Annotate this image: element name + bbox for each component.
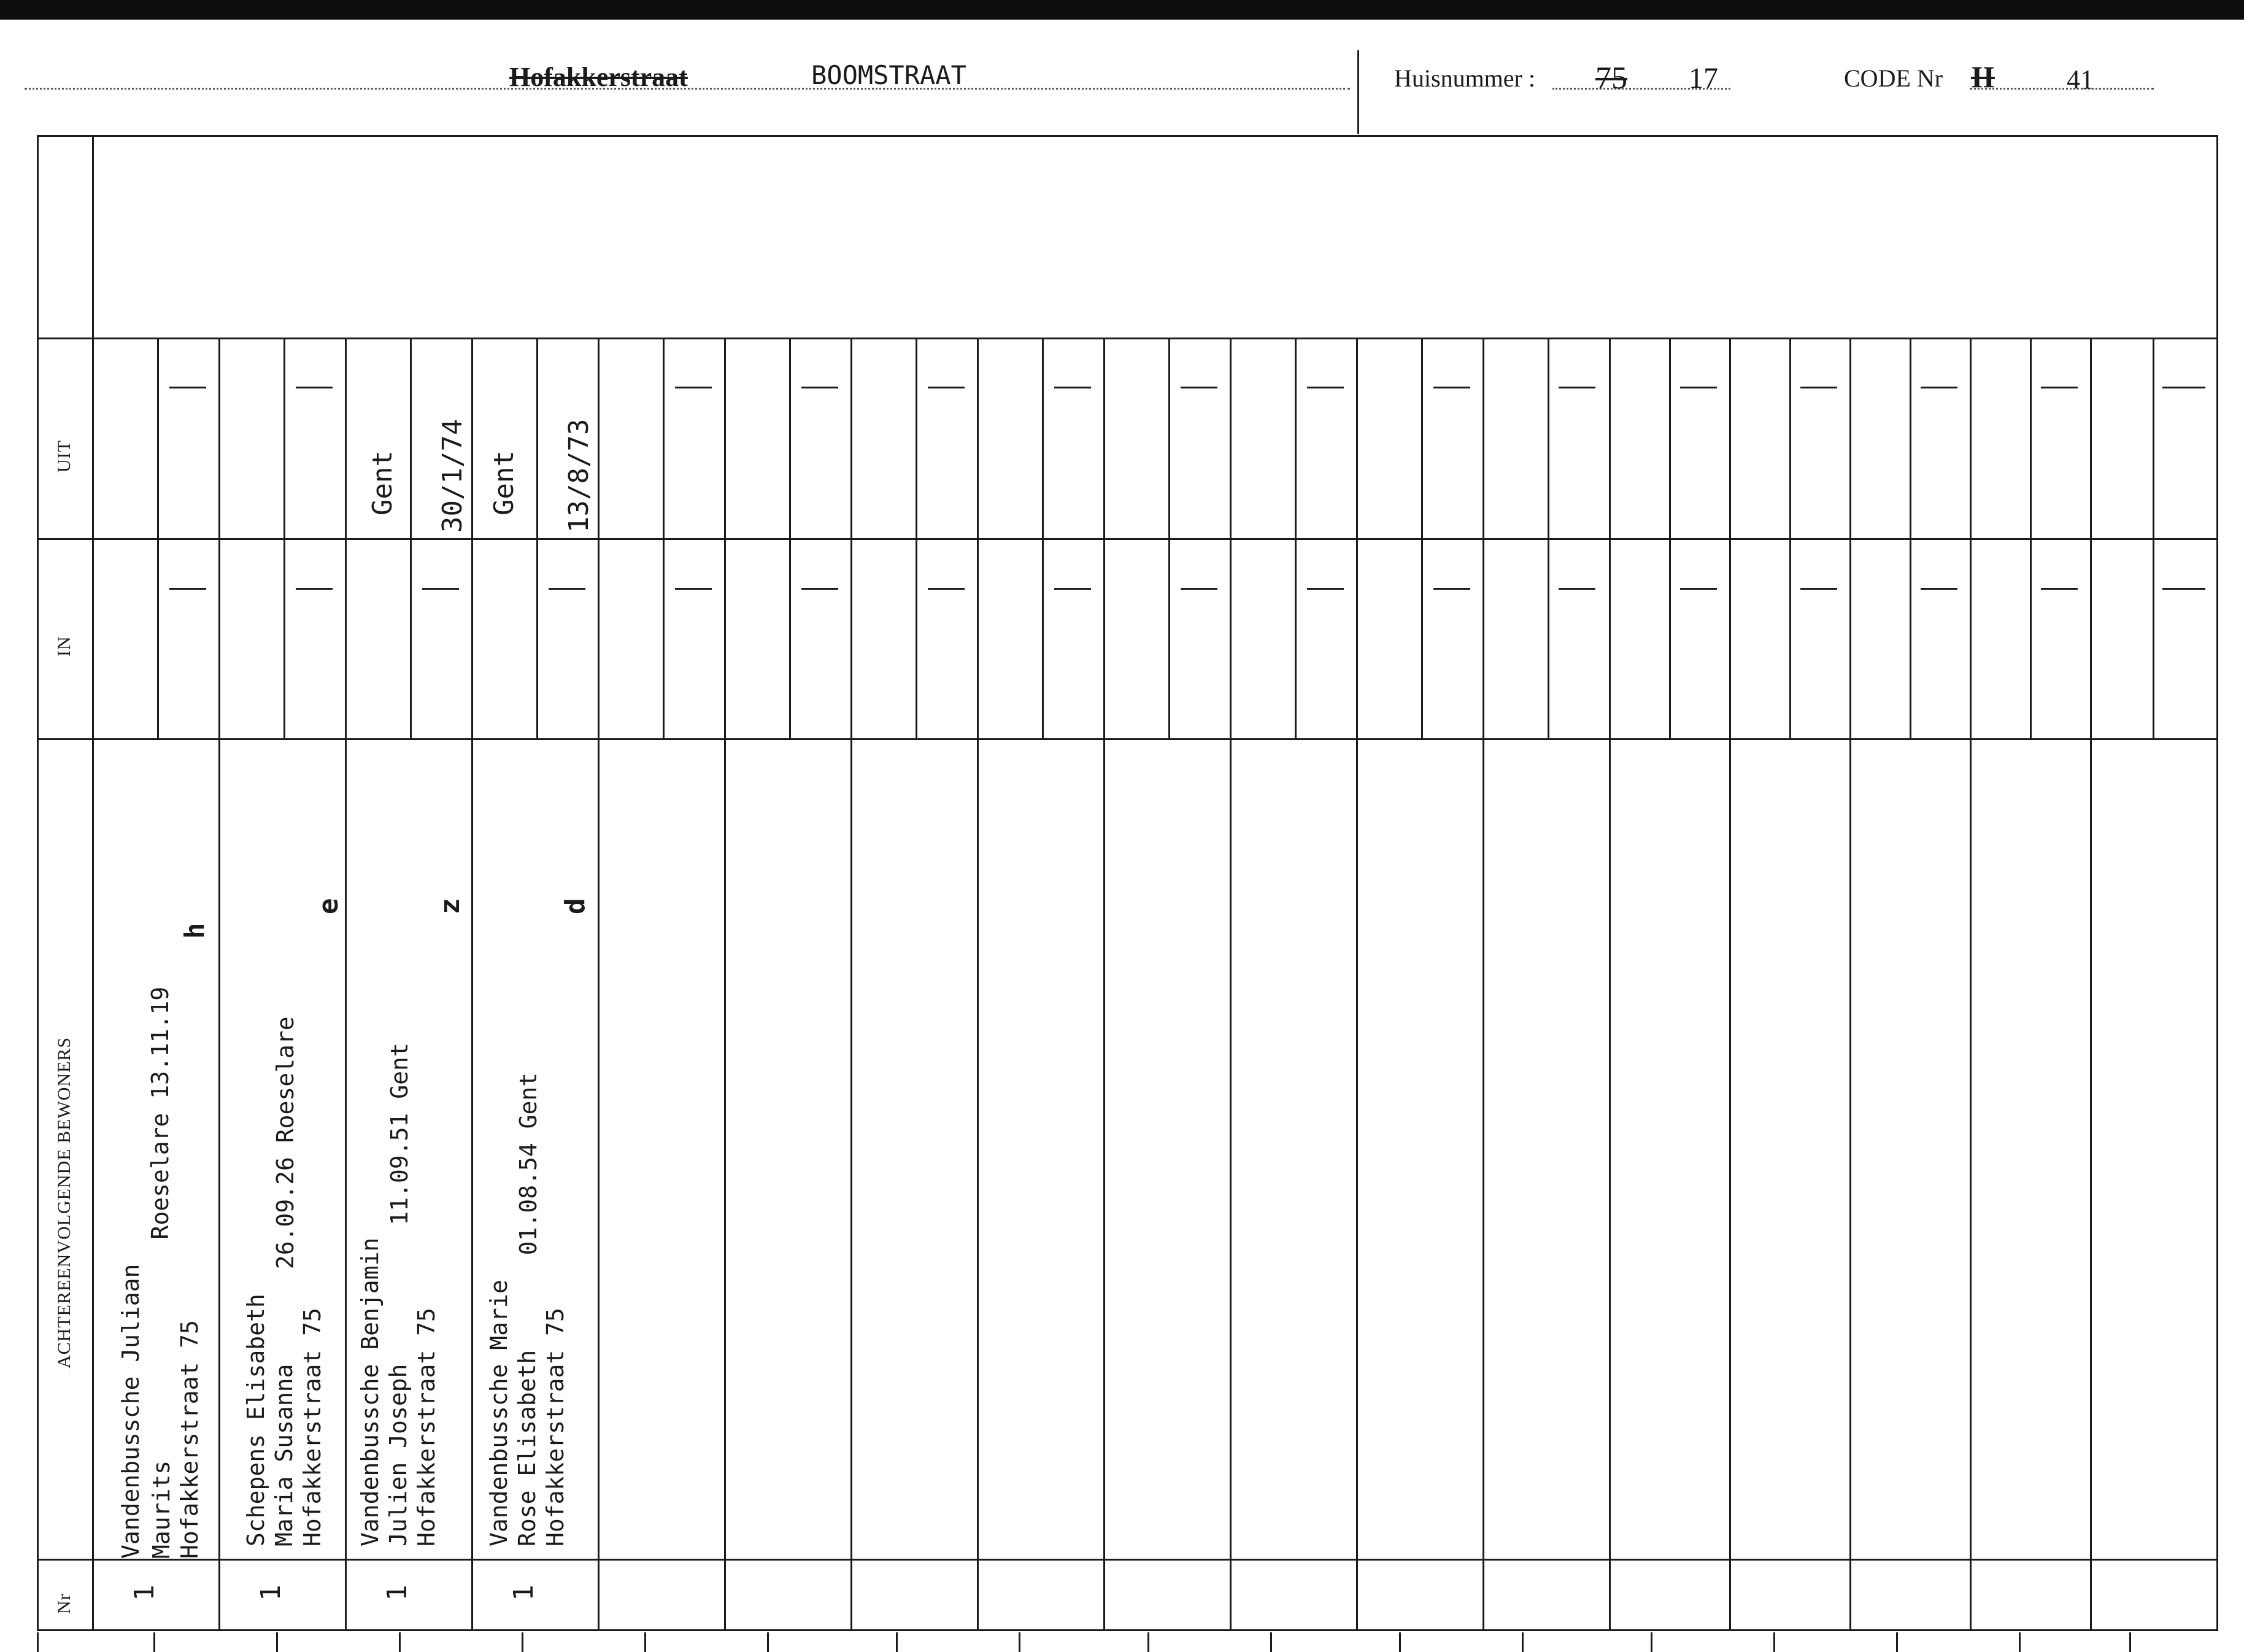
grid-line-in-top: [37, 538, 2218, 540]
column-divider: [218, 338, 220, 1630]
column-divider: [977, 338, 979, 1630]
date-dash: [675, 387, 712, 388]
date-dash: [1433, 387, 1470, 388]
resident-address: Hofakkerstraat 75: [542, 1308, 569, 1546]
resident-given-names: Julien Joseph: [385, 1364, 412, 1546]
date-dash: [169, 387, 206, 388]
resident-letter: d: [560, 898, 591, 914]
resident-name-lines: [485, 1073, 569, 1546]
resident-uit-place: Gent: [367, 450, 398, 515]
date-dash: [801, 588, 838, 590]
huisnummer-value: 17: [1689, 62, 1718, 95]
bottom-tick: [644, 1632, 646, 1652]
date-dash: [169, 588, 206, 590]
date-dash: [1800, 588, 1837, 590]
grid-label-column-border: [92, 135, 94, 1631]
resident-uit-date: 30/1/74: [437, 419, 468, 533]
resident-birth-info: Roeselare 13.11.19: [147, 986, 174, 1240]
subcolumn-divider: [1295, 338, 1297, 739]
subcolumn-divider: [283, 338, 285, 739]
resident-address: Hofakkerstraat 75: [413, 1308, 440, 1546]
date-dash: [928, 387, 965, 388]
date-dash: [2041, 387, 2078, 388]
column-divider: [1356, 338, 1358, 1630]
column-divider: [1849, 338, 1851, 1630]
subcolumn-divider: [663, 338, 665, 739]
date-dash: [2162, 387, 2205, 388]
column-divider: [1230, 338, 1232, 1630]
subcolumn-divider: [916, 338, 917, 739]
date-dash: [1559, 588, 1595, 590]
date-dash: [2162, 588, 2205, 590]
resident-nr: 1: [381, 1584, 413, 1601]
subcolumn-divider: [2030, 338, 2032, 739]
subcolumn-divider: [1168, 338, 1170, 739]
resident-nr: 1: [255, 1584, 287, 1601]
date-dash: [1307, 588, 1344, 590]
column-divider: [850, 338, 852, 1630]
huisnummer-label: Huisnummer :: [1394, 64, 1535, 92]
section-label-bewoners: ACHTEREENVOLGENDE BEWONERS: [54, 1036, 74, 1368]
resident-uit-place: Gent: [488, 450, 520, 515]
column-divider: [598, 338, 600, 1630]
bottom-tick: [522, 1632, 523, 1652]
subcolumn-divider: [1421, 338, 1423, 739]
resident-surname-line: Vandenbussche Benjamin: [357, 1237, 384, 1546]
date-dash: [1181, 588, 1217, 590]
resident-nr: 1: [128, 1584, 160, 1601]
bottom-tick: [1019, 1632, 1020, 1652]
resident-given-names: Rose Elisabeth: [514, 1349, 541, 1546]
grid-bottom-border: [37, 1629, 2218, 1631]
date-dash: [928, 588, 965, 590]
bottom-tick: [37, 1632, 39, 1652]
code-label: CODE Nr: [1844, 64, 1943, 92]
subcolumn-divider: [789, 338, 791, 739]
column-divider: [1729, 338, 1731, 1630]
huisnummer-crossed-out: 75: [1595, 61, 1627, 96]
code-crossed-out: II: [1971, 60, 1995, 94]
section-label-in: IN: [54, 636, 74, 657]
grid-left-border: [37, 135, 39, 1631]
bottom-tick: [896, 1632, 898, 1652]
grid-right-border: [2216, 135, 2218, 1631]
bottom-tick: [1522, 1632, 1524, 1652]
column-divider: [471, 338, 473, 1630]
resident-uit-date: 13/8/73: [563, 419, 595, 533]
resident-letter: h: [179, 922, 210, 939]
bottom-tick: [2129, 1632, 2131, 1652]
column-divider: [724, 338, 726, 1630]
resident-name-lines: [117, 987, 204, 1559]
column-divider: [2090, 338, 2092, 1630]
date-dash: [2041, 588, 2078, 590]
resident-address: Hofakkerstraat 75: [176, 1320, 203, 1559]
date-dash: [1307, 387, 1344, 388]
subcolumn-divider: [1042, 338, 1044, 739]
resident-surname-line: Vandenbussche Marie: [485, 1280, 512, 1546]
column-divider: [1103, 338, 1105, 1630]
subcolumn-divider: [1669, 338, 1671, 739]
date-dash: [422, 588, 459, 590]
bottom-tick: [153, 1632, 155, 1652]
grid-line-uit-top: [37, 338, 2218, 339]
subcolumn-divider: [157, 338, 159, 739]
resident-name-lines: [356, 1043, 441, 1546]
grid-line-nr-top: [37, 1559, 2218, 1561]
subcolumn-divider: [1789, 338, 1791, 739]
subcolumn-divider: [1910, 338, 1911, 739]
column-divider: [345, 338, 347, 1630]
column-divider: [1483, 338, 1484, 1630]
section-label-nr: Nr: [54, 1593, 74, 1614]
date-dash: [675, 588, 712, 590]
resident-birth-info: 26.09.26 Roeselare: [272, 1016, 299, 1270]
code-dotted-line: [1970, 88, 2154, 90]
subcolumn-divider: [536, 338, 538, 739]
resident-name-lines: [242, 1016, 326, 1546]
scan-top-border: [0, 0, 2244, 20]
column-divider: [1609, 338, 1611, 1630]
bottom-tick: [1399, 1632, 1401, 1652]
date-dash: [296, 387, 333, 388]
resident-given-names: Maurits: [148, 1460, 175, 1559]
grid-top-border: [37, 135, 2218, 137]
resident-birth-info: 11.09.51 Gent: [386, 1043, 413, 1225]
resident-surname-line: Vandenbussche Juliaan: [117, 1264, 144, 1559]
resident-surname-line: Schepens Elisabeth: [242, 1294, 269, 1546]
street-name: BOOMSTRAAT: [811, 60, 966, 90]
bottom-tick: [2019, 1632, 2021, 1652]
subcolumn-divider: [410, 338, 412, 739]
date-dash: [549, 588, 585, 590]
date-dash: [1921, 387, 1957, 388]
street-crossed-out: Hofakkerstraat: [509, 62, 688, 92]
date-dash: [1181, 387, 1217, 388]
date-dash: [1559, 387, 1595, 388]
subcolumn-divider: [2153, 338, 2154, 739]
resident-letter: z: [434, 898, 466, 914]
date-dash: [1054, 588, 1091, 590]
bottom-tick: [767, 1632, 769, 1652]
resident-nr: 1: [507, 1584, 539, 1601]
date-dash: [801, 387, 838, 388]
date-dash: [1054, 387, 1091, 388]
subcolumn-divider: [1548, 338, 1549, 739]
date-dash: [1680, 387, 1717, 388]
column-divider: [1970, 338, 1972, 1630]
date-dash: [1433, 588, 1470, 590]
grid-line-bewoners-top: [37, 738, 2218, 740]
date-dash: [1800, 387, 1837, 388]
bottom-tick: [1773, 1632, 1775, 1652]
code-value: 41: [2067, 64, 2094, 95]
resident-letter: e: [313, 898, 344, 914]
bottom-tick: [1270, 1632, 1272, 1652]
bottom-tick: [1896, 1632, 1898, 1652]
bottom-tick: [1651, 1632, 1652, 1652]
bottom-tick: [1147, 1632, 1149, 1652]
header-divider: [1357, 50, 1359, 134]
date-dash: [1680, 588, 1717, 590]
date-dash: [1921, 588, 1957, 590]
date-dash: [296, 588, 333, 590]
bottom-tick: [276, 1632, 278, 1652]
bottom-tick: [399, 1632, 401, 1652]
resident-address: Hofakkerstraat 75: [299, 1308, 326, 1546]
resident-given-names: Maria Susanna: [271, 1364, 298, 1546]
resident-birth-info: 01.08.54 Gent: [515, 1072, 542, 1256]
section-label-uit: UIT: [54, 440, 74, 473]
